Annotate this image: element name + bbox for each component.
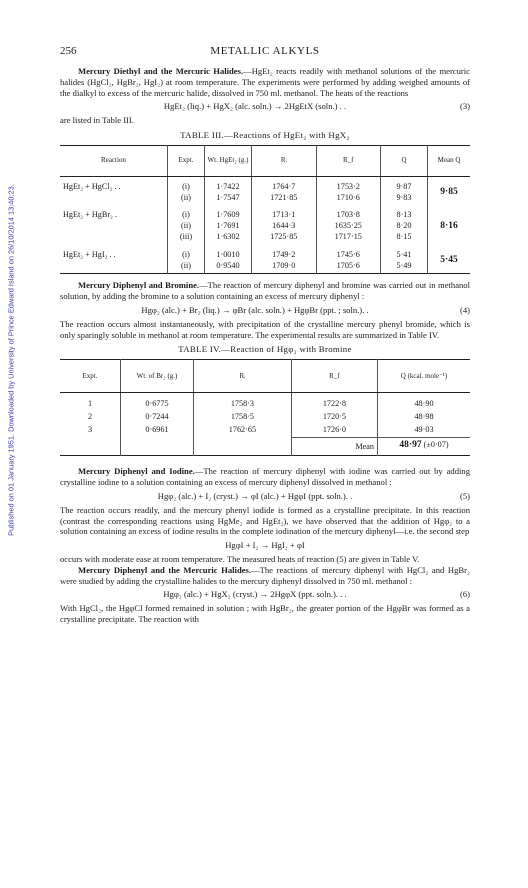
- table-3: [60, 145, 470, 275]
- table-mean-row: [60, 437, 470, 456]
- mean-q: 8·16: [440, 221, 458, 232]
- section-heading: Mercury Diphenyl and Iodine.: [78, 466, 195, 477]
- col-header: Rᵢ: [252, 145, 317, 176]
- col-header: Q: [381, 145, 428, 176]
- paragraph-hget2-halides: Mercury Diethyl and the Mercuric Halides.—HgEt₂ reacts readily with methanol solutions of the mercuric halides (HgCl₂, HgBr₂, HgI₂) at room temperature. The experiments were performed by adding weighed amounts of the dialkyl to excess of the mercuric halide, dissolved in 750 ml. methanol. The heats of the reactions: [60, 66, 470, 98]
- paragraph-hgph2-bromine: Mercury Diphenyl and Bromine.—The reaction of mercury diphenyl and bromine was carried out in methanol solution, by adding the bromine to a solution containing an excess of mercury diphenyl :: [60, 280, 470, 302]
- table-row: 2 0·7244 1758·5 1720·5 48·98: [60, 411, 470, 424]
- table-row: HgEt₂ + HgCl₂ . . (i) (ii) 1·7422 1·7547 1764·7 1721·85 1753·2 1710·6 9·87 9·83 9·85: [60, 176, 470, 205]
- mean-q: 9·85: [440, 187, 458, 198]
- page-number: 256: [60, 45, 77, 57]
- equation-6: Hgφ₂ (alc.) + HgX₂ (cryst.) → 2HgφX (ppt. soln.). . . (6): [163, 589, 470, 600]
- running-title: METALLIC ALKYLS: [210, 45, 320, 57]
- equation-second-step: HgφI + I₂ → HgI₂ + φI: [225, 540, 305, 551]
- paragraph-text: With HgCl₂, the HgφCl formed remained in solution ; with HgBr₂, the greater portion of the HgφBr was formed as a crystalline precipitate. The reaction with: [60, 603, 470, 624]
- table4-caption: TABLE IV.—Reaction of Hgφ₂ with Bromine: [178, 344, 352, 355]
- paragraph-hgph2-halides: Mercury Diphenyl and the Mercuric Halides.—The reactions of mercury diphenyl with HgCl₂ and HgBr₂ were studied by adding the crystalline halides to the mercury diphenyl dissolved in 750 ml. methanol :: [60, 564, 471, 586]
- page-body: [60, 46, 470, 625]
- paragraph-text: are listed in Table III.: [60, 115, 134, 126]
- equation-5: Hgφ₂ (alc.) + I₂ (cryst.) → φI (alc.) + HgφI (ppt. soln.). . (5): [157, 490, 470, 501]
- table-4: [60, 359, 470, 456]
- col-header: Rᵢ: [194, 360, 292, 393]
- paragraph-text: The reaction occurs almost instantaneously, with precipitation of the crystalline mercury phenyl bromide, which is only sparingly soluble in methanol at room temperature. The experimental results are summarized in Table IV.: [60, 318, 470, 340]
- mean-q: 5·45: [440, 255, 458, 266]
- paragraph-text: occurs with moderate ease at room temperature. The measured heats of reaction (5) are given in Table V.: [60, 553, 420, 564]
- equation-4: Hgφ₂ (alc.) + Br₂ (liq.) → φBr (alc. soln.) + HgφBr (ppt. ; soln.). . (4): [141, 304, 470, 315]
- download-watermark: [2, 60, 20, 660]
- col-header: Wt. of Br₂ (g.): [121, 360, 194, 393]
- mean-label: Mean: [291, 437, 377, 456]
- col-header: Mean Q: [428, 145, 471, 176]
- col-header: R_f: [291, 360, 377, 393]
- page-header: [60, 46, 470, 66]
- section-heading: Mercury Diphenyl and Bromine.: [78, 280, 200, 291]
- watermark-text: Published on 01 January 1951. Downloaded by University of Prince Edward Island on 26/10/2014 13:40:23.: [6, 184, 16, 536]
- section-heading: Mercury Diphenyl and the Mercuric Halides.: [78, 564, 252, 575]
- table-row: HgEt₂ + HgBr₂ . (i) (ii) (iii) 1·7609 1·7691 1·6302 1713·1 1644·3 1725·85 1703·8 1635·25 1717·15 8·13 8·20 8·15 8·16: [60, 205, 470, 244]
- table-row: 3 0·6961 1762·65 1726·0 49·03: [60, 424, 470, 437]
- col-header: Q (kcal. mole⁻¹): [378, 360, 471, 393]
- col-header: Expt.: [168, 145, 205, 176]
- col-header: Expt.: [60, 360, 121, 393]
- col-header: Wt. HgEt₂ (g.): [205, 145, 252, 176]
- section-heading: Mercury Diethyl and the Mercuric Halides.: [78, 66, 244, 76]
- equation-3: HgEt₂ (liq.) + HgX₂ (alc. soln.) → 2HgEtX (soln.) . . (3): [163, 101, 470, 112]
- mean-value: 48·97 (±0·07): [378, 437, 471, 456]
- table-row: HgEt₂ + HgI₂ . . (i) (ii) 1·0010 0·9540 1749·2 1709·0 1745·6 1705·6 5·41 5·49 5·45: [60, 245, 470, 274]
- paragraph-hgph2-iodine: Mercury Diphenyl and Iodine.—The reaction of mercury diphenyl with iodine was carried out by adding crystalline iodine to a solution containing an excess of mercury diphenyl dissolved in methanol :: [60, 466, 470, 488]
- table3-caption: TABLE III.—Reactions of HgEt₂ with HgX₂: [180, 129, 350, 140]
- col-header: Reaction: [60, 145, 168, 176]
- col-header: R_f: [316, 145, 381, 176]
- paragraph-text: The reaction occurs readily, and the mercury phenyl iodide is formed as a crystalline precipitate. In this reaction (contrast the corresponding reactions using HgMe₂ and HgEt₂), we have observed that the addition of Hgφ₂ to a solution containing an excess of iodine results in the complete iodination of the mercury diphenyl—i.e. the second step: [60, 504, 470, 537]
- table-row: 1 0·6775 1758·3 1722·8 48·90: [60, 393, 470, 411]
